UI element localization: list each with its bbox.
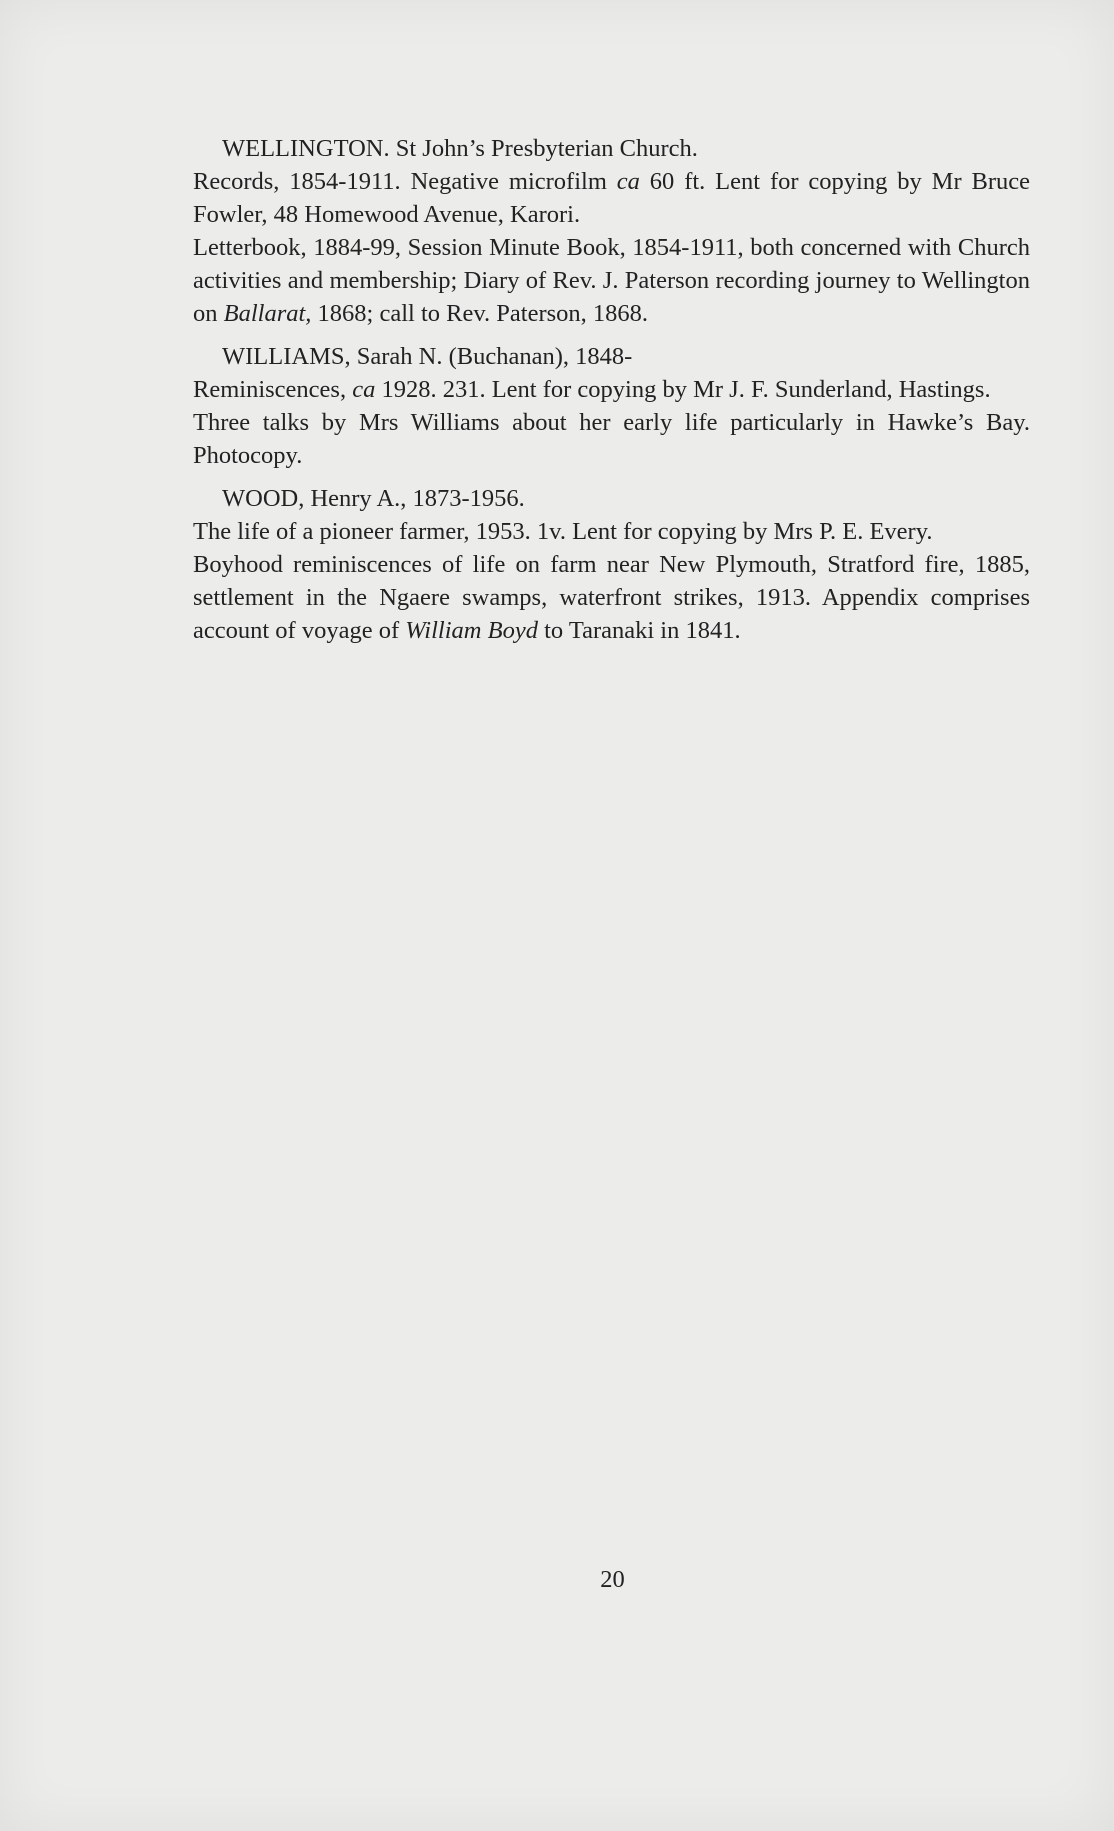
page-number: 20 [600,1566,625,1593]
text-run: Reminiscences, [193,376,353,403]
text-run: 1868; call to Rev. Paterson, 1868. [311,300,649,327]
text-run: 60 ft. Lent for copying by Mr Bruce Fowler, 48 Homewood Avenue, Karori. [193,168,1030,228]
italic-run: William Boyd [405,617,538,644]
italic-run: ca [616,168,640,195]
text-run: Boyhood reminiscences of life on farm near New Plymouth, Stratford fire, 1885, settlement in the Ngaere swamps, waterfront strikes, 1913. Appendix comprises account of voyage of [193,551,1030,644]
entry-heading: WILLIAMS, Sarah N. (Buchanan), 1848- [222,343,633,370]
text-run: Three talks by Mrs Williams about her early life particularly in Hawke’s Bay. Photocopy. [193,409,1030,469]
text-run: Letterbook, 1884-99, Session Minute Book, 1854-1911, both concerned with Church activities and membership; Diary of Rev. J. Paterson recording journey to Wellington on [193,234,1030,327]
text-run: Records, 1854-1911. Negative microfilm [193,168,617,195]
italic-run: Ballarat, [223,300,312,327]
text-run: The life of a pioneer farmer, 1953. 1v. Lent for copying by Mrs P. E. Every. [193,518,933,545]
text-run: to Taranaki in 1841. [537,617,741,644]
text-run: 1928. 231. Lent for copying by Mr J. F. Sunderland, Hastings. [375,376,991,403]
italic-run: ca [352,376,376,403]
entry-heading: WOOD, Henry A., 1873-1956. [222,485,525,512]
entry-heading: WELLINGTON. St John’s Presbyterian Church. [222,135,698,162]
